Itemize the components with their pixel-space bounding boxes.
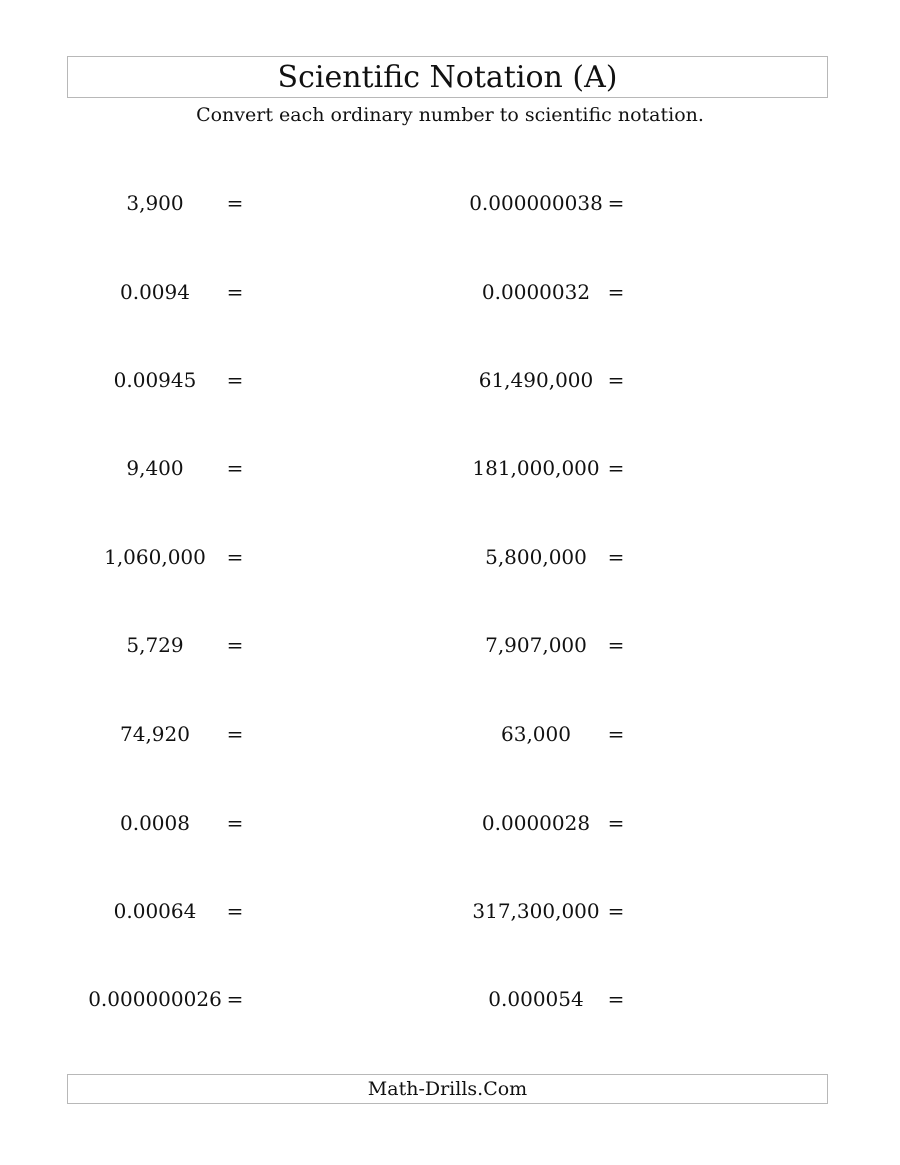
equals-sign: = (607, 987, 625, 1011)
equals-sign: = (226, 633, 244, 657)
problem-number: 3,900 (126, 191, 184, 215)
worksheet-instructions: Convert each ordinary number to scientific notation. (196, 104, 704, 126)
problem-number: 0.00945 (113, 368, 197, 392)
problem-number: 0.0000028 (481, 811, 591, 835)
equals-sign: = (226, 368, 244, 392)
problem-number: 0.0000032 (481, 280, 591, 304)
equals-sign: = (607, 191, 625, 215)
problem-number: 1,060,000 (104, 545, 206, 569)
problem-number: 0.000000038 (469, 191, 603, 215)
equals-sign: = (226, 456, 244, 480)
problem-number: 5,729 (126, 633, 184, 657)
equals-sign: = (226, 899, 244, 923)
problem-number: 181,000,000 (472, 456, 600, 480)
equals-sign: = (226, 811, 244, 835)
problem-number: 5,800,000 (485, 545, 587, 569)
equals-sign: = (226, 191, 244, 215)
equals-sign: = (226, 987, 244, 1011)
worksheet-title: Scientific Notation (A) (67, 56, 828, 98)
equals-sign: = (607, 811, 625, 835)
equals-sign: = (607, 545, 625, 569)
equals-sign: = (607, 280, 625, 304)
problem-number: 0.00064 (113, 899, 197, 923)
equals-sign: = (607, 368, 625, 392)
equals-sign: = (607, 456, 625, 480)
equals-sign: = (607, 633, 625, 657)
equals-sign: = (226, 545, 244, 569)
problem-number: 61,490,000 (478, 368, 594, 392)
problem-number: 0.000000026 (88, 987, 222, 1011)
problem-number: 0.000054 (488, 987, 584, 1011)
equals-sign: = (607, 722, 625, 746)
problem-number: 74,920 (120, 722, 190, 746)
problem-number: 0.0008 (120, 811, 190, 835)
problem-number: 0.0094 (120, 280, 190, 304)
problem-number: 317,300,000 (472, 899, 600, 923)
equals-sign: = (226, 280, 244, 304)
problem-number: 9,400 (126, 456, 184, 480)
footer-attribution: Math-Drills.Com (67, 1074, 828, 1104)
problems-grid (0, 160, 900, 1060)
equals-sign: = (226, 722, 244, 746)
problem-number: 63,000 (501, 722, 571, 746)
equals-sign: = (607, 899, 625, 923)
problem-number: 7,907,000 (485, 633, 587, 657)
